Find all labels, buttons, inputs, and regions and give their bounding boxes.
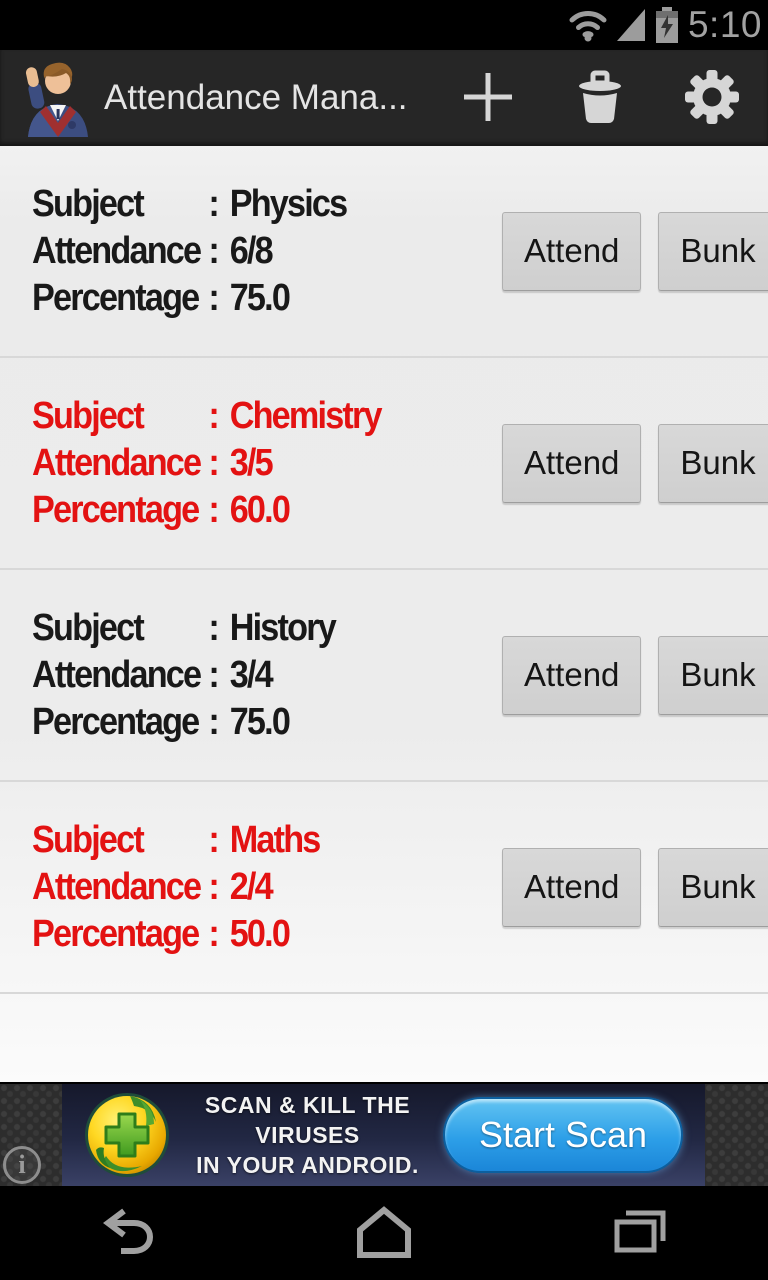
back-button[interactable] — [0, 1186, 256, 1280]
attend-button[interactable]: Attend — [502, 424, 641, 503]
row-actions — [502, 848, 768, 927]
subject-value: Maths — [229, 818, 320, 861]
row-actions — [502, 636, 768, 715]
bunk-button[interactable]: Bunk — [658, 424, 768, 503]
bunk-button[interactable]: Bunk — [658, 212, 768, 291]
trash-icon — [575, 69, 625, 128]
back-icon — [99, 1206, 157, 1261]
subject-details: Subject : Physics Attendance : 6/8 Percentage : 75.0 — [32, 181, 455, 322]
antivirus-shield-icon — [82, 1090, 172, 1180]
percentage-value: 60.0 — [229, 488, 290, 531]
row-actions — [502, 424, 768, 503]
settings-button[interactable] — [656, 50, 768, 146]
subject-value: History — [229, 606, 335, 649]
subject-details: Subject : History Attendance : 3/4 Percentage : 75.0 — [32, 605, 455, 746]
wifi-icon — [568, 7, 608, 43]
subject-list — [0, 146, 768, 1082]
app-logo-icon — [16, 57, 94, 139]
attend-button[interactable]: Attend — [502, 212, 641, 291]
start-scan-button[interactable]: Start Scan — [443, 1097, 683, 1173]
bunk-button[interactable]: Bunk — [658, 848, 768, 927]
attendance-value: 2/4 — [229, 865, 272, 908]
battery-charging-icon — [654, 6, 680, 44]
attendance-value: 3/5 — [229, 441, 272, 484]
subject-value: Physics — [229, 182, 347, 225]
subject-details: Subject : Chemistry Attendance : 3/5 Percentage : 60.0 — [32, 393, 455, 534]
subject-row-chemistry — [0, 358, 768, 570]
attend-button[interactable]: Attend — [502, 636, 641, 715]
ad-content[interactable] — [62, 1084, 705, 1186]
recents-button[interactable] — [512, 1186, 768, 1280]
percentage-value: 75.0 — [229, 700, 290, 743]
clock-time: 5:10 — [687, 4, 762, 45]
bunk-button[interactable]: Bunk — [658, 636, 768, 715]
plus-icon — [461, 70, 515, 127]
recents-icon — [611, 1206, 669, 1261]
percentage-value: 75.0 — [229, 276, 290, 319]
ad-banner — [0, 1082, 768, 1186]
subject-row-history — [0, 570, 768, 782]
action-bar — [0, 50, 768, 146]
status-bar — [0, 0, 768, 50]
ad-right-filler — [705, 1084, 768, 1186]
ad-line-2: IN YOUR ANDROID. — [196, 1152, 419, 1178]
row-actions — [502, 212, 768, 291]
ad-left-filler — [0, 1084, 62, 1186]
app-title: Attendance Mana... — [104, 78, 408, 117]
subject-row-maths — [0, 782, 768, 994]
subject-row-physics — [0, 146, 768, 358]
ad-copy — [172, 1090, 443, 1180]
home-icon — [355, 1206, 413, 1261]
percentage-value: 50.0 — [229, 912, 290, 955]
home-button[interactable] — [256, 1186, 512, 1280]
attendance-value: 6/8 — [229, 229, 272, 272]
attend-button[interactable]: Attend — [502, 848, 641, 927]
subject-details: Subject : Maths Attendance : 2/4 Percentage : 50.0 — [32, 817, 455, 958]
gear-icon — [684, 69, 740, 128]
ad-info-icon[interactable]: i — [3, 1146, 41, 1184]
attendance-value: 3/4 — [229, 653, 272, 696]
delete-button[interactable] — [544, 50, 656, 146]
subject-value: Chemistry — [229, 394, 381, 437]
navigation-bar — [0, 1186, 768, 1280]
ad-line-1: SCAN & KILL THE VIRUSES — [204, 1092, 411, 1148]
signal-icon — [615, 8, 647, 42]
add-subject-button[interactable] — [432, 50, 544, 146]
